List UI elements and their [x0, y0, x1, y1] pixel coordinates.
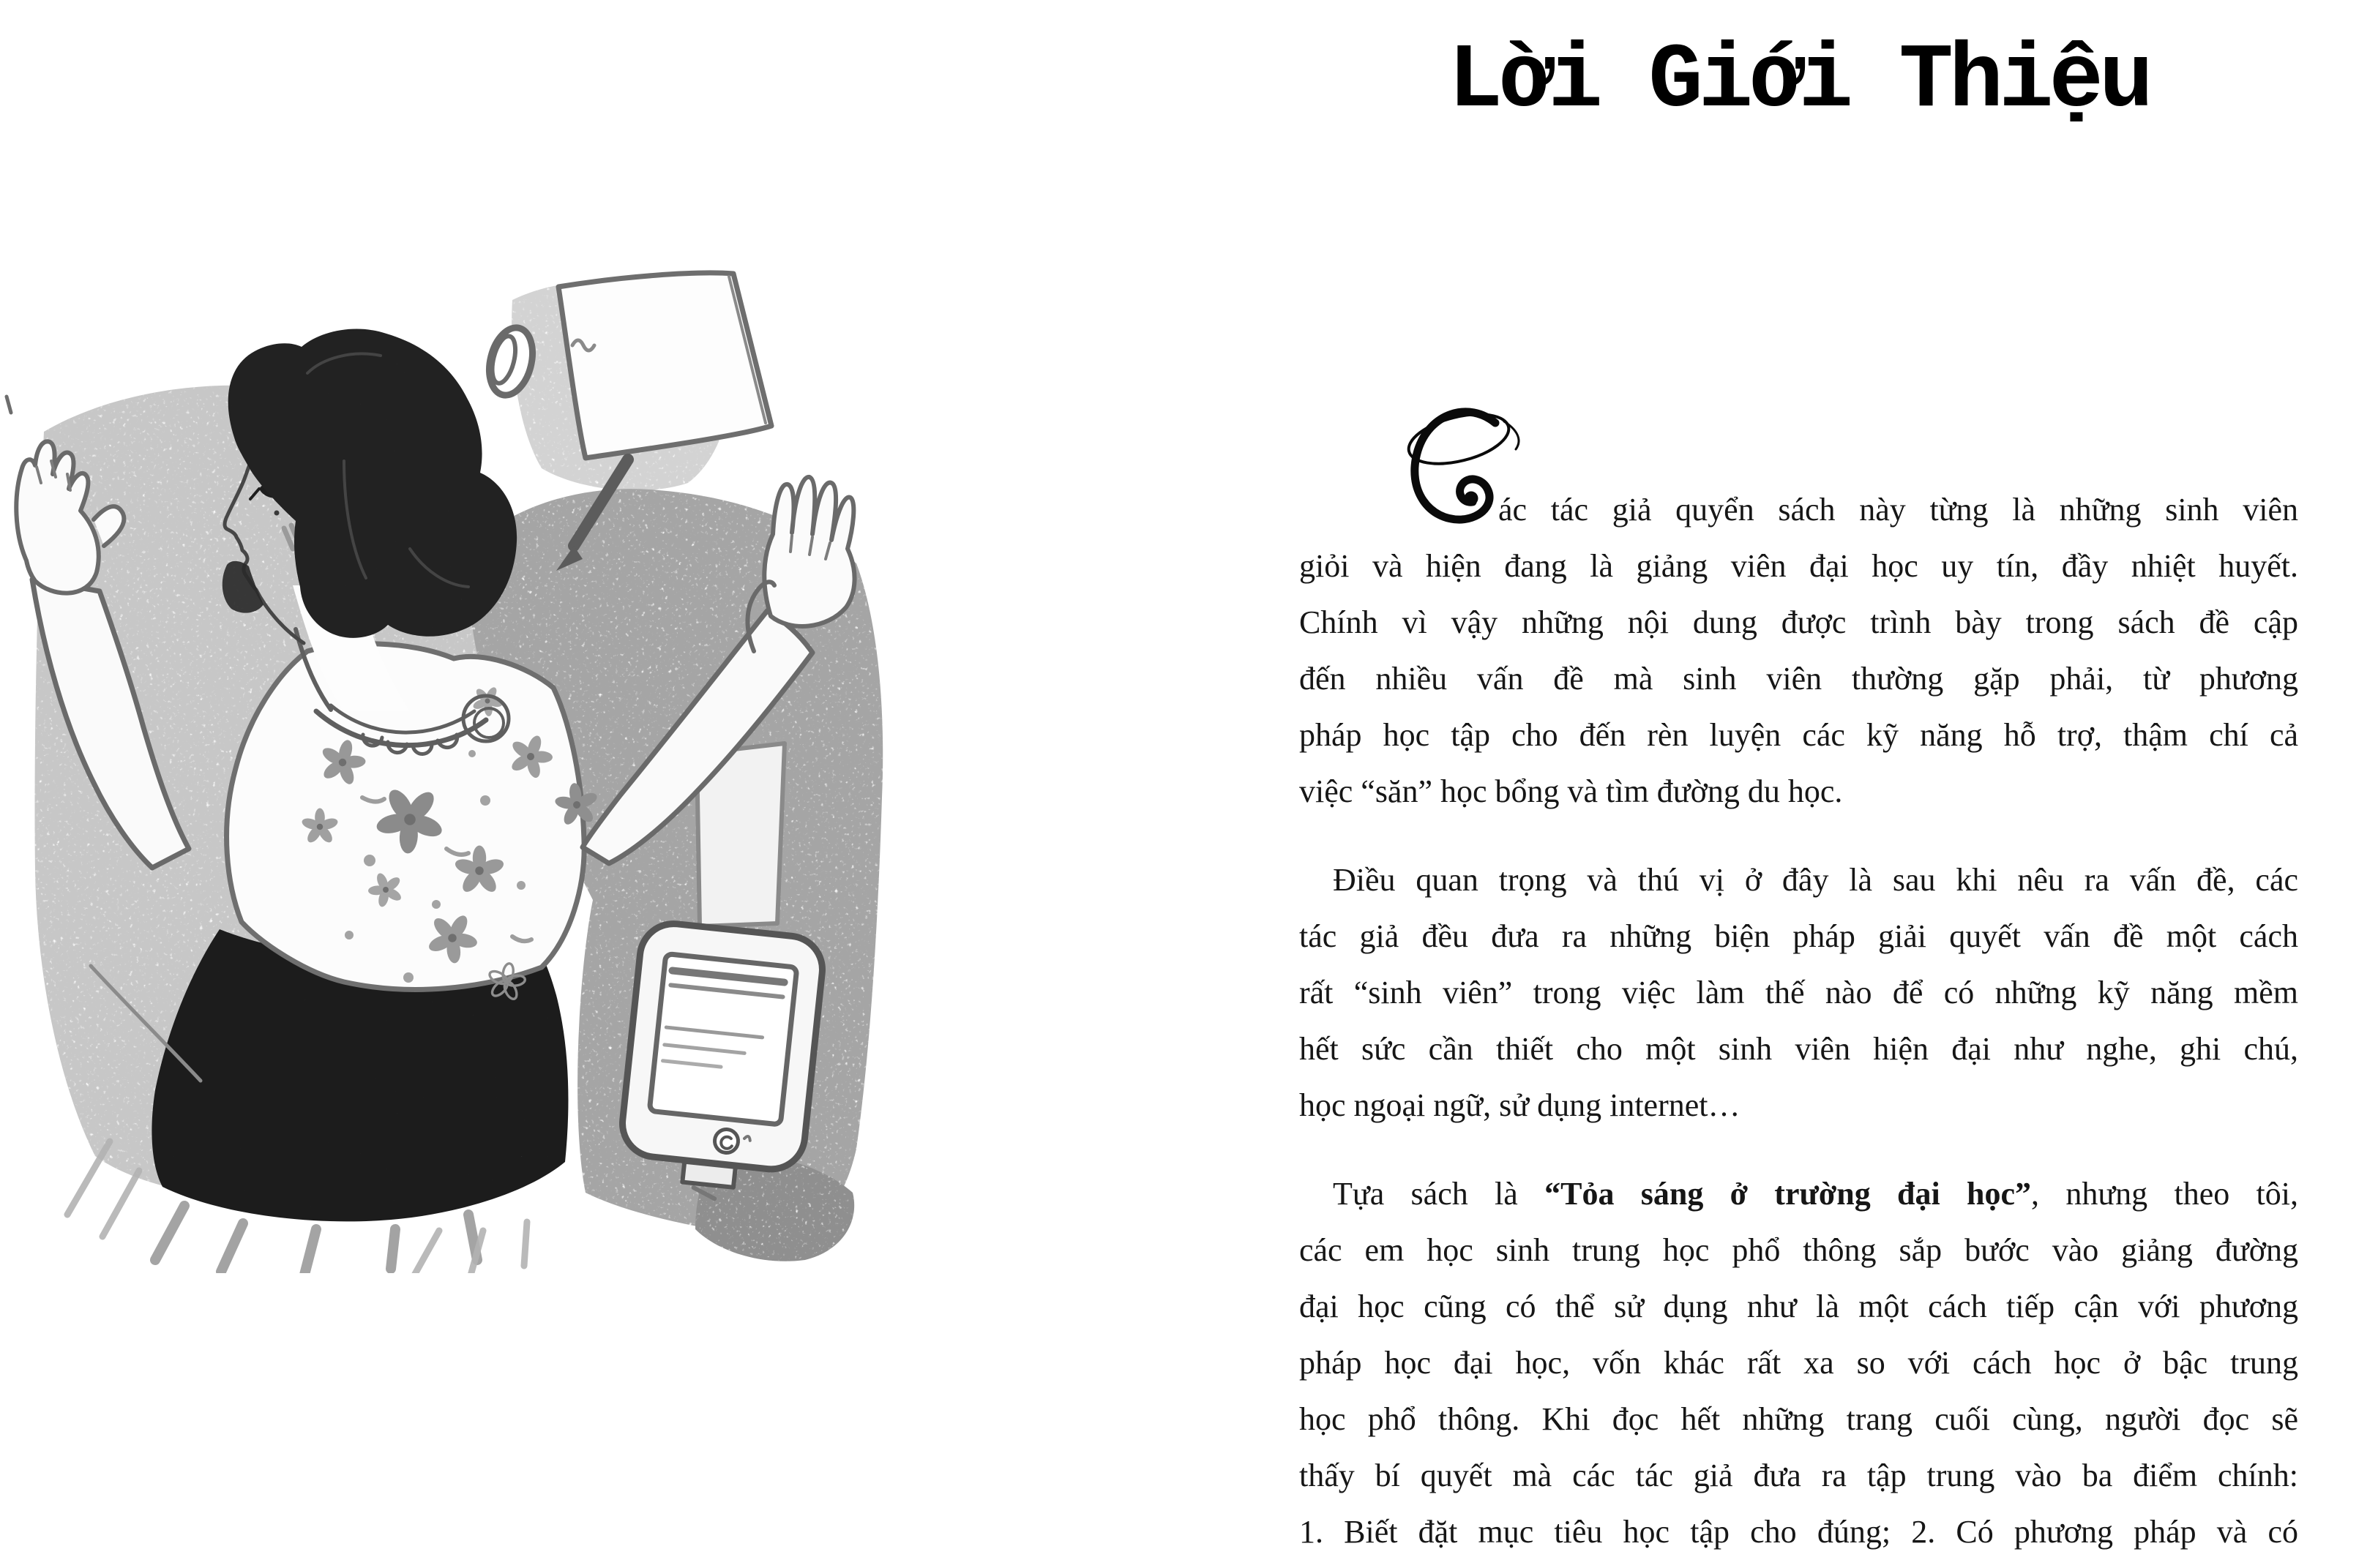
paragraph-2: [1299, 852, 2298, 1133]
intro-text: [1299, 481, 2298, 1568]
paragraph-1: [1299, 481, 2298, 819]
text-line: [1299, 1166, 2298, 1222]
text-run: , nhưng theo tôi,: [2031, 1176, 2298, 1212]
text-run: Tựa sách là: [1333, 1176, 1545, 1212]
text-line: 1. Biết đặt mục tiêu học tập cho đúng; 2. Có phương pháp và có: [1299, 1514, 2298, 1550]
text-line: pháp học đại học, vốn khác rất xa so với cách học ở bậc trung: [1299, 1345, 2298, 1381]
text-line: các em học sinh trung học phổ thông sắp bước vào giảng đường: [1299, 1232, 2298, 1268]
text-line: học ngoại ngữ, sử dụng internet…: [1299, 1087, 1740, 1123]
stray-mark: [7, 397, 11, 413]
text-line: việc “săn” học bổng và tìm đường du học.: [1299, 773, 1843, 809]
text-line: học phổ thông. Khi đọc hết những trang cuối cùng, người đọc sẽ: [1299, 1401, 2298, 1437]
text-line: ác tác giả quyển sách này từng là những sinh viên: [1498, 492, 2298, 528]
flying-paper: [558, 273, 771, 458]
text-line: đến nhiều vấn đề mà sinh viên thường gặp phải, từ phương: [1299, 661, 2298, 697]
text-line: tác giả đều đưa ra những biện pháp giải quyết vấn đề một cách: [1299, 918, 2298, 954]
text-line: rất “sinh viên” trong việc làm thế nào để có những kỹ năng mềm: [1299, 975, 2298, 1010]
text-line: Điều quan trọng và thú vị ở đây là sau khi nêu ra vấn đề, các: [1333, 862, 2298, 898]
text-line: hết sức cần thiết cho một sinh viên hiện đại như nghe, ghi chú,: [1299, 1031, 2298, 1067]
paragraph-3: [1299, 1166, 2298, 1560]
book-title-bold: “Tỏa sáng ở trường đại học”: [1544, 1176, 2032, 1212]
text-column: [1299, 0, 2298, 1568]
text-line: pháp học tập cho đến rèn luyện các kỹ năng hỗ trợ, thậm chí cả: [1299, 717, 2298, 753]
text-line: Chính vì vậy những nội dung được trình bày trong sách đề cập: [1299, 604, 2298, 640]
text-line: đại học cũng có thể sử dụng như là một cách tiếp cận với phương: [1299, 1288, 2298, 1324]
floral-blouse: [227, 644, 607, 1003]
text-line: thấy bí quyết mà các tác giả đưa ra tập trung vào ba điểm chính:: [1299, 1458, 2298, 1493]
page-title: Lời Giới Thiệu: [1448, 31, 2150, 133]
text-line: giỏi và hiện đang là giảng viên đại học uy tín, đầy nhiệt huyết.: [1299, 548, 2298, 584]
woman-illustration: [0, 241, 900, 1273]
